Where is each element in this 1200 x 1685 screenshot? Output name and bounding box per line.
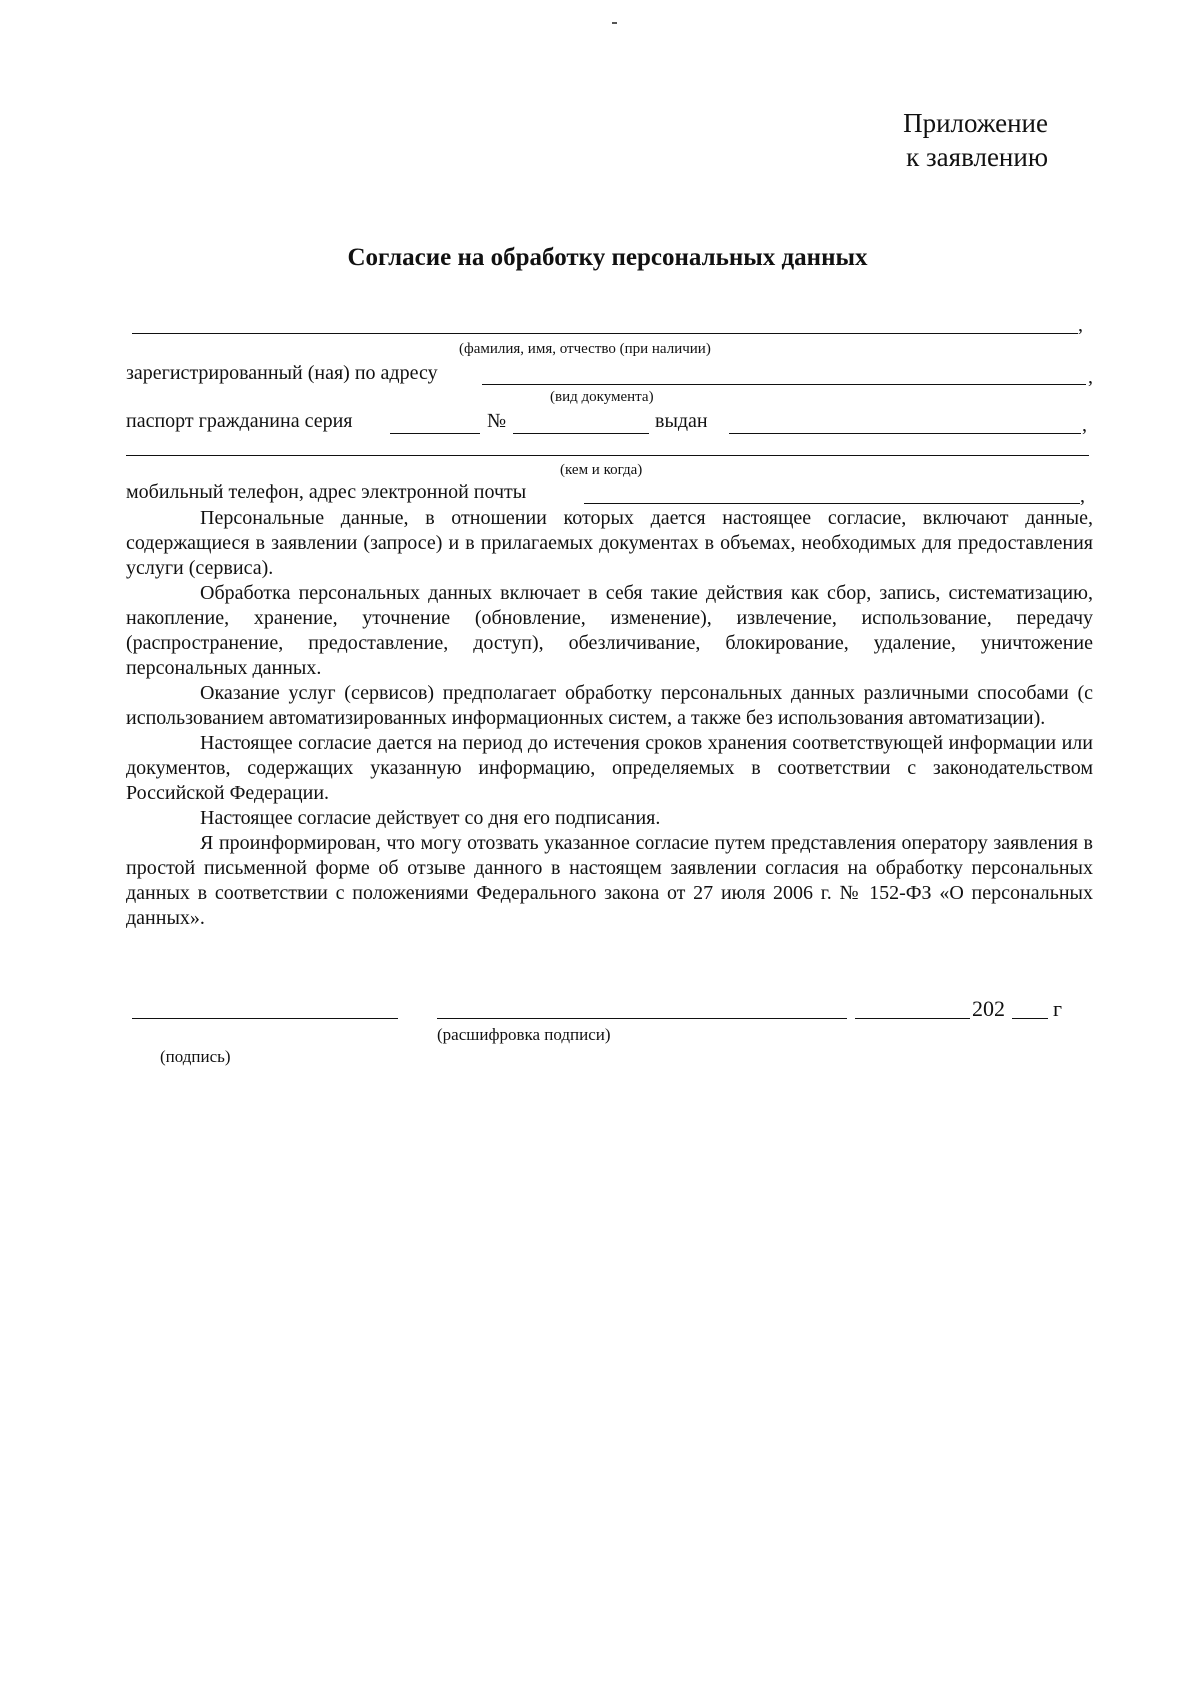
document-type-caption: (вид документа) xyxy=(550,389,654,405)
signature-blank-line xyxy=(132,1018,398,1019)
date-year-suffix: г xyxy=(1053,996,1063,1021)
date-year-prefix: 202 xyxy=(972,996,1005,1021)
passport-series-blank xyxy=(390,433,480,434)
scan-speck xyxy=(612,22,617,24)
address-blank-line xyxy=(482,384,1086,385)
appendix-line-2: к заявлению xyxy=(906,142,1048,172)
paragraph: Оказание услуг (сервисов) предполагает обработку персональных данных различными способами (с использованием автоматизированных информационных систем, а также без использования автоматизации). xyxy=(126,682,1093,729)
contact-blank-line xyxy=(584,503,1080,504)
address-comma: , xyxy=(1088,366,1093,388)
paragraph: Настоящее согласие действует со дня его подписания. xyxy=(200,807,661,829)
date-day-month-blank xyxy=(855,1018,970,1019)
passport-number-blank xyxy=(513,433,649,434)
passport-issued-label: выдан xyxy=(655,410,708,432)
signature-caption: (подпись) xyxy=(160,1047,231,1066)
passport-issued-blank xyxy=(729,433,1081,434)
appendix-line-1: Приложение xyxy=(903,108,1048,138)
contact-label: мобильный телефон, адрес электронной почты xyxy=(126,481,527,503)
paragraph: Я проинформирован, что могу отозвать указанное согласие путем представления оператору заявления в простой письменной форме об отзыве данного в настоящем заявлении согласия на обработку персональных данных в соответствии с положениями Федерального закона от 27 июля 2006 г. № 152-ФЗ «О персональных данных». xyxy=(126,832,1093,929)
appendix-header xyxy=(903,106,1048,174)
fio-caption: (фамилия, имя, отчество (при наличии) xyxy=(459,341,711,357)
passport-label: паспорт гражданина серия xyxy=(126,410,353,432)
paragraph: Персональные данные, в отношении которых дается настоящее согласие, включают данные, содержащиеся в заявлении (запросе) и в прилагаемых документах в объемах, необходимых для предоставления услуги (сервиса). xyxy=(126,507,1093,579)
passport-comma: , xyxy=(1082,414,1087,436)
transcript-caption: (расшифровка подписи) xyxy=(437,1025,611,1044)
document-title: Согласие на обработку персональных данных xyxy=(347,244,868,271)
consent-body xyxy=(126,506,1093,931)
passport-number-label: № xyxy=(487,410,507,432)
transcript-blank-line xyxy=(437,1018,847,1019)
paragraph: Обработка персональных данных включает в себя такие действия как сбор, запись, систематизацию, накопление, хранение, уточнение (обновление, изменение), извлечение, использование, передачу (распространение, предоставление, доступ), обезличивание, блокирование, удаление, уничтожение персональных данных. xyxy=(126,582,1093,679)
issued-by-blank-line xyxy=(126,455,1089,456)
fio-blank-line xyxy=(132,333,1078,334)
paragraph: Настоящее согласие дается на период до истечения сроков хранения соответствующей информации или документов, содержащих указанную информацию, определяемых в соответствии с законодательством Российской Федерации. xyxy=(126,732,1093,804)
address-label: зарегистрированный (ная) по адресу xyxy=(126,362,438,384)
issued-by-caption: (кем и когда) xyxy=(560,462,643,478)
date-year-blank xyxy=(1012,1018,1048,1019)
contact-comma: , xyxy=(1080,485,1085,507)
fio-comma: , xyxy=(1078,314,1083,336)
